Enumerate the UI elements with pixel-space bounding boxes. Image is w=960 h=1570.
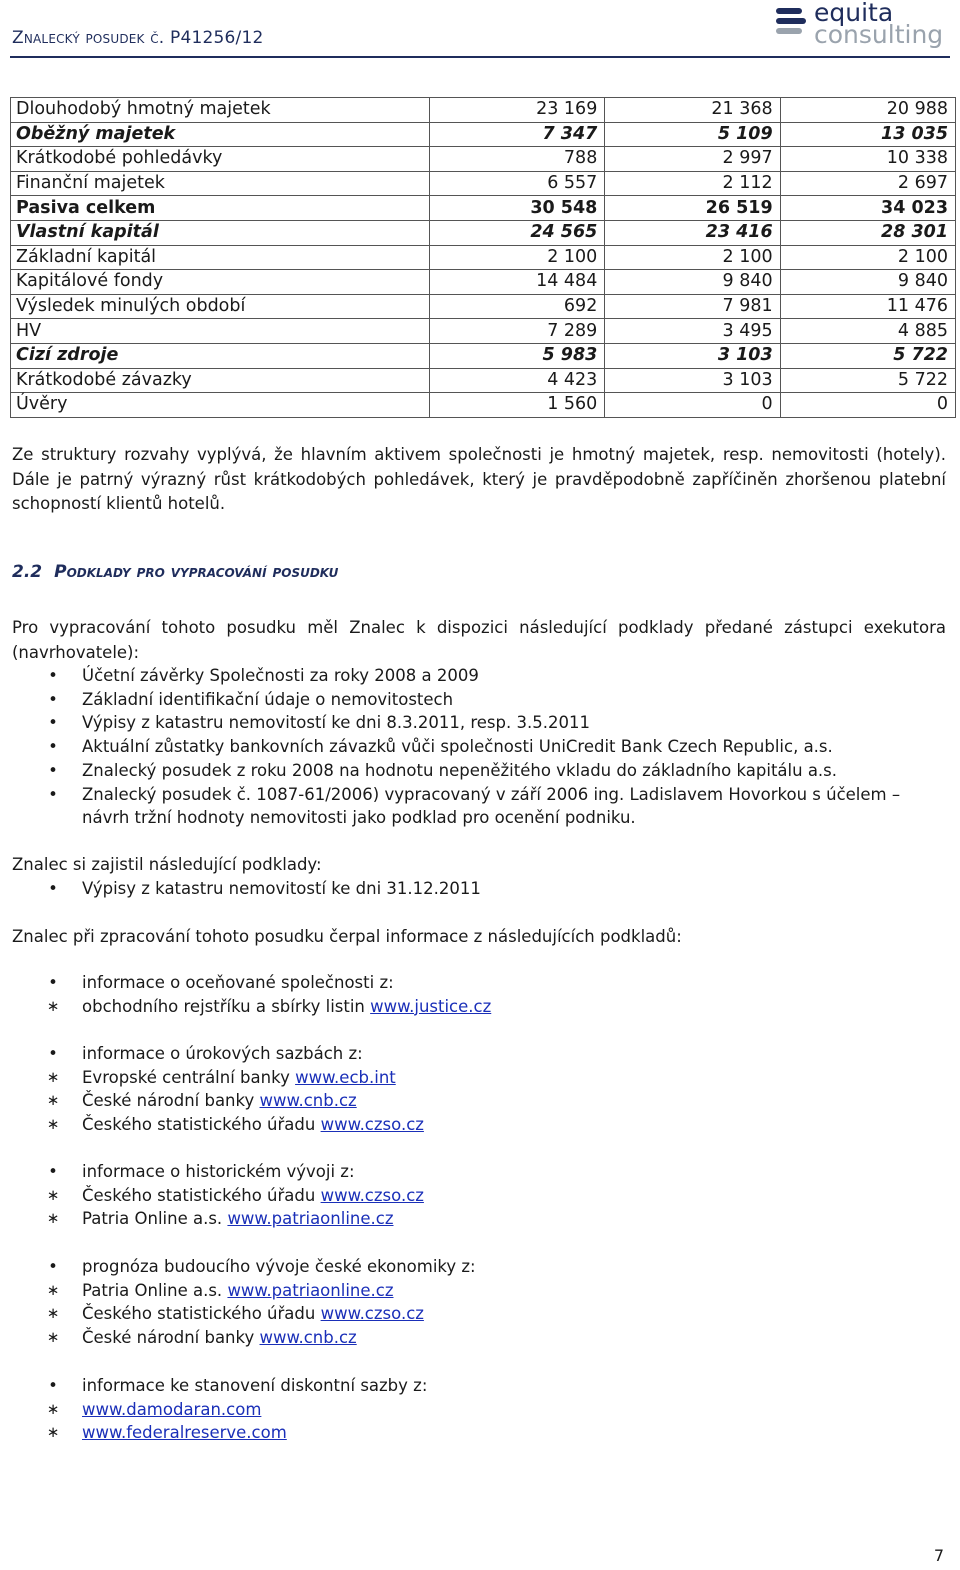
list-item: [0, 1255, 950, 1279]
bullet-icon: •: [48, 1376, 58, 1395]
logo-word-equita: equita: [814, 0, 894, 27]
bullet-icon: •: [48, 973, 58, 992]
value-year-3: 13 035: [780, 122, 955, 147]
asterisk-bullet-icon: ∗: [46, 1067, 60, 1086]
value-year-3: 9 840: [780, 270, 955, 295]
value-year-1: 4 423: [430, 368, 605, 393]
asterisk-bullet-icon: ∗: [46, 1115, 60, 1134]
value-year-3: 5 722: [780, 343, 955, 368]
source-link[interactable]: www.cnb.cz: [259, 1328, 357, 1348]
value-year-1: 30 548: [430, 196, 605, 221]
list-item-text: Aktuální zůstatky bankovních závazků vůči společnosti UniCredit Bank Czech Republic, a.s.: [82, 737, 833, 757]
value-year-1: 23 169: [430, 98, 605, 123]
table-row: [11, 98, 956, 123]
section-heading: [12, 562, 338, 582]
table-row: [11, 343, 956, 368]
value-year-2: 2 100: [605, 245, 780, 270]
source-link[interactable]: www.cnb.cz: [259, 1091, 357, 1111]
value-year-2: 3 495: [605, 319, 780, 344]
list-item-text: obchodního rejstříku a sbírky listin: [82, 996, 371, 1016]
list-item-text: Českého statistického úřadu: [82, 1185, 321, 1205]
bullet-icon: •: [48, 689, 58, 709]
list-item-text: informace o úrokových sazbách z:: [82, 1044, 363, 1063]
value-year-1: 24 565: [430, 220, 605, 245]
list-item: [0, 1302, 950, 1326]
source-link[interactable]: www.czso.cz: [320, 1185, 424, 1205]
row-label: Finanční majetek: [11, 171, 430, 196]
list-item-text: Základní identifikační údaje o nemovitostech: [82, 689, 454, 709]
row-label: Krátkodobé pohledávky: [11, 147, 430, 172]
table-row: [11, 220, 956, 245]
source-link[interactable]: www.patriaonline.cz: [227, 1209, 394, 1229]
document-title: Znalecký posudek č. P41256/12: [12, 28, 264, 48]
source-group: [0, 1160, 950, 1231]
list-item: [0, 971, 950, 995]
list-item-text: Výpisy z katastru nemovitostí ke dni 31.12.2011: [82, 879, 481, 898]
value-year-1: 7 347: [430, 122, 605, 147]
list-item: [0, 1421, 950, 1445]
table-row: [11, 196, 956, 221]
company-logo: [776, 2, 946, 50]
list-item: [0, 1207, 950, 1231]
source-group: [0, 971, 950, 1018]
value-year-3: 0: [780, 393, 955, 418]
value-year-1: 1 560: [430, 393, 605, 418]
value-year-1: 7 289: [430, 319, 605, 344]
value-year-3: 20 988: [780, 98, 955, 123]
row-label: Vlastní kapitál: [11, 220, 430, 245]
value-year-1: 14 484: [430, 270, 605, 295]
value-year-1: 788: [430, 147, 605, 172]
list-item: [0, 1042, 950, 1066]
asterisk-bullet-icon: ∗: [46, 1328, 60, 1347]
bullet-icon: •: [48, 760, 58, 780]
row-label: Pasiva celkem: [11, 196, 430, 221]
list-item-text: Účetní závěrky Společnosti za roky 2008 a 2009: [82, 666, 479, 685]
section-number: 2.2: [12, 562, 43, 582]
value-year-2: 2 997: [605, 147, 780, 172]
value-year-2: 5 109: [605, 122, 780, 147]
value-year-2: 2 112: [605, 171, 780, 196]
balance-sheet-commentary: Ze struktury rozvahy vyplývá, že hlavním aktivem společnosti je hmotný majetek, resp. nemovitosti (hotely). Dále je patrný výrazný růst krátkodobých pohledávek, který je pravděpodobně zapříčiněn zhoršenou platební schopností klientů hotelů.: [12, 445, 946, 514]
row-label: Oběžný majetek: [11, 122, 430, 147]
list-item: [0, 711, 950, 735]
source-link[interactable]: www.czso.cz: [320, 1304, 424, 1324]
value-year-3: 4 885: [780, 319, 955, 344]
sources-intro-paragraph: Pro vypracování tohoto posudku měl Znalec k dispozici následující podklady předané zástupci exekutora (navrhovatele):: [12, 618, 946, 662]
value-year-3: 10 338: [780, 147, 955, 172]
header-divider: [10, 56, 950, 58]
value-year-1: 5 983: [430, 343, 605, 368]
source-group: [0, 1042, 950, 1137]
list-item: [0, 1374, 950, 1398]
logo-mark-icon: [776, 6, 806, 40]
list-item-text: Patria Online a.s.: [82, 1209, 228, 1229]
table-row: [11, 393, 956, 418]
value-year-1: 2 100: [430, 245, 605, 270]
list-item-text: Českého statistického úřadu: [82, 1115, 321, 1135]
bullet-icon: •: [48, 879, 58, 898]
list-item-text: Českého statistického úřadu: [82, 1304, 321, 1324]
list-item: [0, 1184, 950, 1208]
list-item: [0, 1066, 950, 1090]
list-item-text: prognóza budoucího vývoje české ekonomiky z:: [82, 1257, 476, 1276]
row-label: Základní kapitál: [11, 245, 430, 270]
source-link[interactable]: www.federalreserve.com: [82, 1423, 287, 1443]
page-number: 7: [933, 1546, 944, 1565]
list-item: [0, 783, 950, 807]
section-title: Podklady pro vypracování posudku: [54, 562, 339, 582]
table-row: [11, 147, 956, 172]
list-item: [0, 1279, 950, 1303]
list-item: [0, 664, 950, 688]
value-year-2: 0: [605, 393, 780, 418]
list-item-text: Znalecký posudek z roku 2008 na hodnotu nepeněžitého vkladu do základního kapitálu a.s.: [82, 760, 838, 780]
asterisk-bullet-icon: ∗: [46, 1304, 60, 1323]
row-label: Výsledek minulých období: [11, 294, 430, 319]
list-item: [0, 995, 950, 1019]
bullet-icon: •: [48, 1257, 58, 1276]
own-sources-intro: Znalec si zajistil následující podklady:: [12, 855, 322, 874]
value-year-2: 21 368: [605, 98, 780, 123]
bullet-icon: •: [48, 1044, 58, 1063]
value-year-2: 26 519: [605, 196, 780, 221]
value-year-2: 3 103: [605, 368, 780, 393]
row-label: Úvěry: [11, 393, 430, 418]
list-item: [0, 1326, 950, 1350]
list-item: [0, 735, 950, 759]
source-link[interactable]: www.ecb.int: [295, 1067, 396, 1087]
asterisk-bullet-icon: ∗: [46, 1209, 60, 1228]
asterisk-bullet-icon: ∗: [46, 1399, 60, 1418]
row-label: Krátkodobé závazky: [11, 368, 430, 393]
bullet-icon: •: [48, 737, 58, 757]
value-year-1: 692: [430, 294, 605, 319]
bullet-icon: •: [48, 1162, 58, 1181]
table-row: [11, 270, 956, 295]
provided-documents-list: [0, 664, 950, 830]
asterisk-bullet-icon: ∗: [46, 996, 60, 1015]
table-row: [11, 368, 956, 393]
bullet-icon: •: [48, 666, 58, 685]
list-item: [0, 688, 950, 712]
row-label: Dlouhodobý hmotný majetek: [11, 98, 430, 123]
row-label: Cizí zdroje: [11, 343, 430, 368]
asterisk-bullet-icon: ∗: [46, 1185, 60, 1204]
list-item-text: informace o oceňované společnosti z:: [82, 973, 394, 992]
value-year-2: 9 840: [605, 270, 780, 295]
value-year-3: 5 722: [780, 368, 955, 393]
row-label: HV: [11, 319, 430, 344]
value-year-3: 2 697: [780, 171, 955, 196]
value-year-2: 7 981: [605, 294, 780, 319]
list-item-text: Výpisy z katastru nemovitostí ke dni 8.3.2011, resp. 3.5.2011: [82, 713, 590, 733]
table-row: [11, 294, 956, 319]
value-year-3: 34 023: [780, 196, 955, 221]
source-link[interactable]: www.justice.cz: [370, 996, 492, 1016]
source-link[interactable]: www.damodaran.com: [82, 1399, 262, 1419]
list-item: [0, 877, 950, 901]
list-item-text: České národní banky: [82, 1091, 260, 1111]
value-year-1: 6 557: [430, 171, 605, 196]
list-item: [0, 1160, 950, 1184]
table-row: [11, 319, 956, 344]
source-link[interactable]: www.patriaonline.cz: [227, 1280, 394, 1300]
asterisk-bullet-icon: ∗: [46, 1280, 60, 1299]
asterisk-bullet-icon: ∗: [46, 1091, 60, 1110]
list-item-text: informace ke stanovení diskontní sazby z:: [82, 1376, 428, 1395]
value-year-2: 23 416: [605, 220, 780, 245]
list-item: [0, 759, 950, 783]
table-row: [11, 245, 956, 270]
table-row: [11, 171, 956, 196]
value-year-3: 2 100: [780, 245, 955, 270]
list-item: [0, 1089, 950, 1113]
information-sources-intro: Znalec při zpracování tohoto posudku čerpal informace z následujících podkladů:: [12, 927, 682, 946]
list-item: [0, 806, 950, 830]
logo-word-consulting: consulting: [814, 20, 944, 49]
list-item-text: návrh tržní hodnoty nemovitosti jako podklad pro ocenění podniku.: [82, 808, 636, 828]
list-item: [0, 1113, 950, 1137]
value-year-3: 28 301: [780, 220, 955, 245]
list-item-text: Znalecký posudek č. 1087-61/2006) vypracovaný v září 2006 ing. Ladislavem Hovorkou s účelem –: [82, 784, 901, 804]
table-row: [11, 122, 956, 147]
source-link[interactable]: www.czso.cz: [320, 1115, 424, 1135]
own-documents-list: [0, 877, 950, 901]
source-group: [0, 1255, 950, 1350]
list-item: [0, 1398, 950, 1422]
value-year-3: 11 476: [780, 294, 955, 319]
list-item-text: České národní banky: [82, 1328, 260, 1348]
asterisk-bullet-icon: ∗: [46, 1423, 60, 1442]
source-group: [0, 1374, 950, 1445]
row-label: Kapitálové fondy: [11, 270, 430, 295]
bullet-icon: •: [48, 713, 58, 733]
list-item-text: Patria Online a.s.: [82, 1280, 228, 1300]
bullet-icon: •: [48, 784, 58, 804]
balance-sheet-table: [10, 97, 956, 418]
list-item-text: Evropské centrální banky: [82, 1067, 296, 1087]
list-item-text: informace o historickém vývoji z:: [82, 1162, 355, 1181]
value-year-2: 3 103: [605, 343, 780, 368]
